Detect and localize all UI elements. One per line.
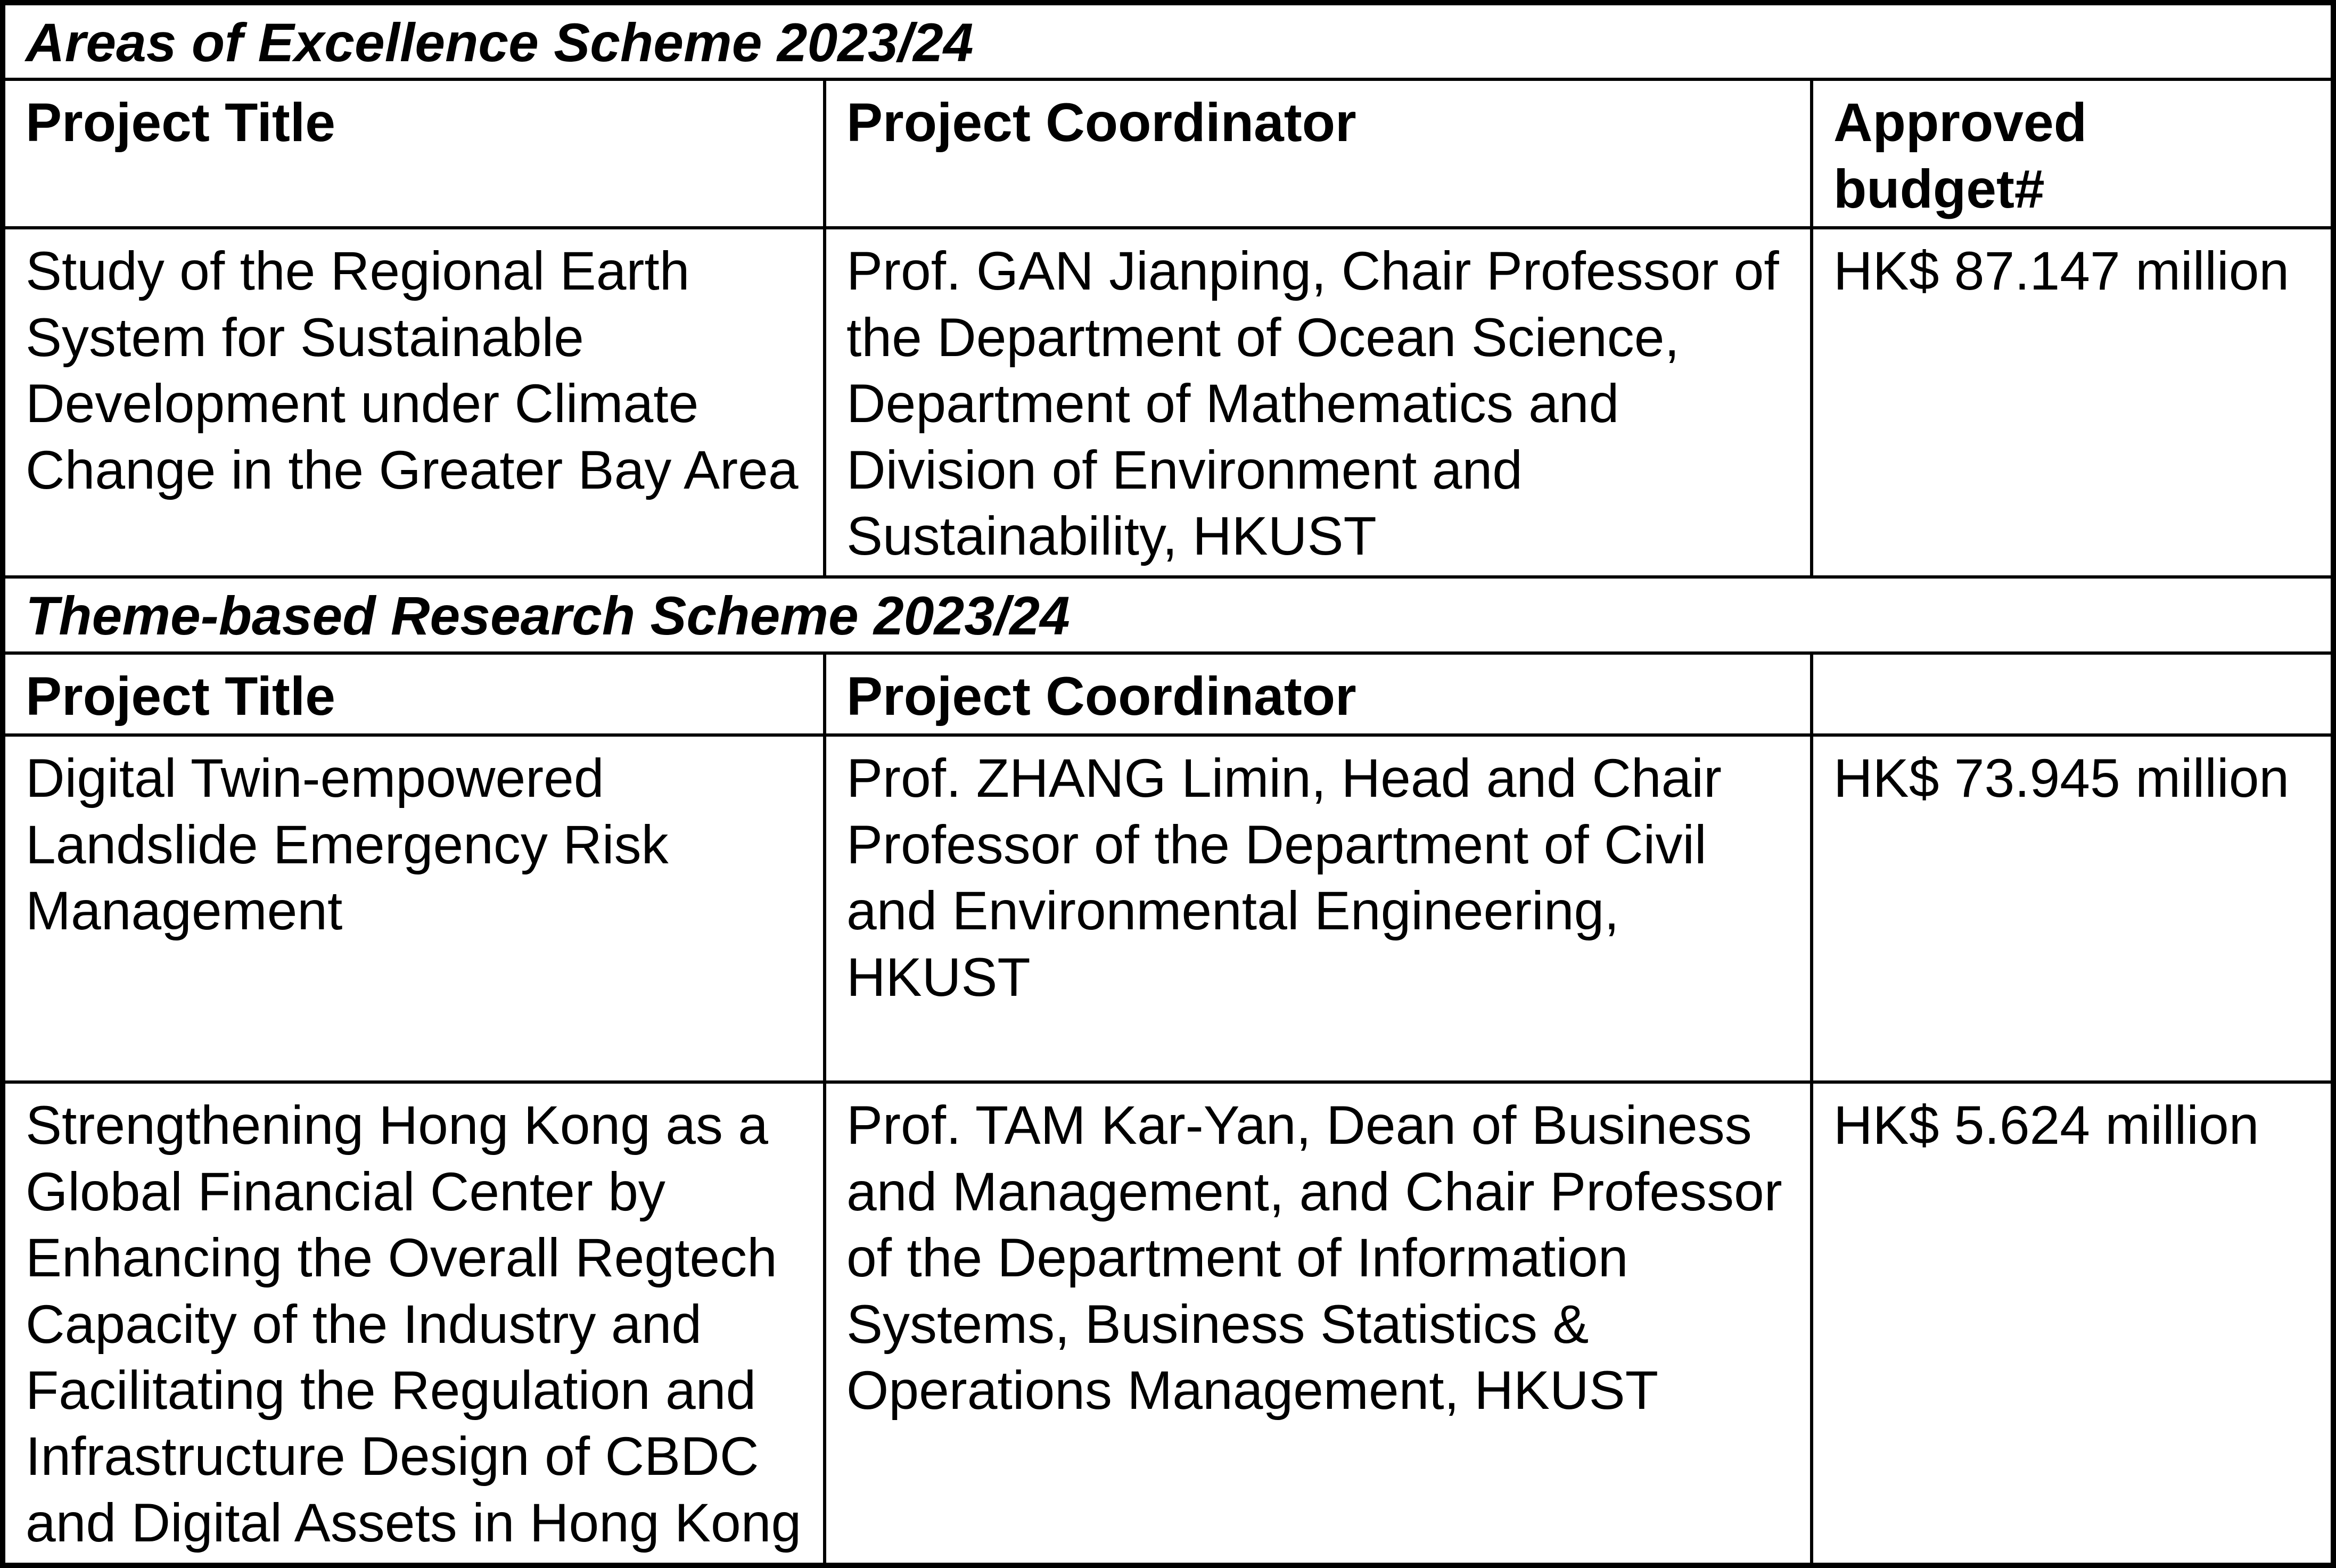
project-coordinator-cell: Prof. TAM Kar-Yan, Dean of Business and Management, and Chair Professor of the Department of Information Systems, Business Statistics & Operations Management, HKUST xyxy=(825,1082,1812,1565)
project-coordinator-cell: Prof. ZHANG Limin, Head and Chair Professor of the Department of Civil and Environmental Engineering, HKUST xyxy=(825,735,1812,1082)
column-header-project-coordinator: Project Coordinator xyxy=(825,79,1812,228)
table-row xyxy=(3,1082,2333,1565)
approved-budget-cell: HK$ 73.945 million xyxy=(1812,735,2333,1082)
column-header-row xyxy=(3,653,2333,735)
section-heading-row xyxy=(3,577,2333,653)
project-coordinator-cell: Prof. GAN Jianping, Chair Professor of the Department of Ocean Science, Department of Mathematics and Division of Environment and Sustainability, HKUST xyxy=(825,228,1812,577)
approved-budget-cell: HK$ 5.624 million xyxy=(1812,1082,2333,1565)
column-header-project-title: Project Title xyxy=(3,79,825,228)
column-header-project-title: Project Title xyxy=(3,653,825,735)
project-title-cell: Strengthening Hong Kong as a Global Financial Center by Enhancing the Overall Regtech Capacity of the Industry and Facilitating the Regulation and Infrastructure Design of CBDC and Digital Assets in Hong Kong xyxy=(3,1082,825,1565)
column-header-project-coordinator: Project Coordinator xyxy=(825,653,1812,735)
section-title-areas-of-excellence: Areas of Excellence Scheme 2023/24 xyxy=(3,3,2333,79)
table-row xyxy=(3,228,2333,577)
column-header-row xyxy=(3,79,2333,228)
section-title-theme-based-research: Theme-based Research Scheme 2023/24 xyxy=(3,577,2333,653)
table-row xyxy=(3,735,2333,1082)
approved-budget-header-text: Approved budget# xyxy=(1833,92,2087,219)
project-title-cell: Study of the Regional Earth System for Sustainable Development under Climate Change in the Greater Bay Area xyxy=(3,228,825,577)
column-header-empty xyxy=(1812,653,2333,735)
column-header-approved-budget xyxy=(1812,79,2333,228)
section-heading-row xyxy=(3,3,2333,79)
approved-budget-cell: HK$ 87.147 million xyxy=(1812,228,2333,577)
project-title-cell: Digital Twin-empowered Landslide Emergency Risk Management xyxy=(3,735,825,1082)
